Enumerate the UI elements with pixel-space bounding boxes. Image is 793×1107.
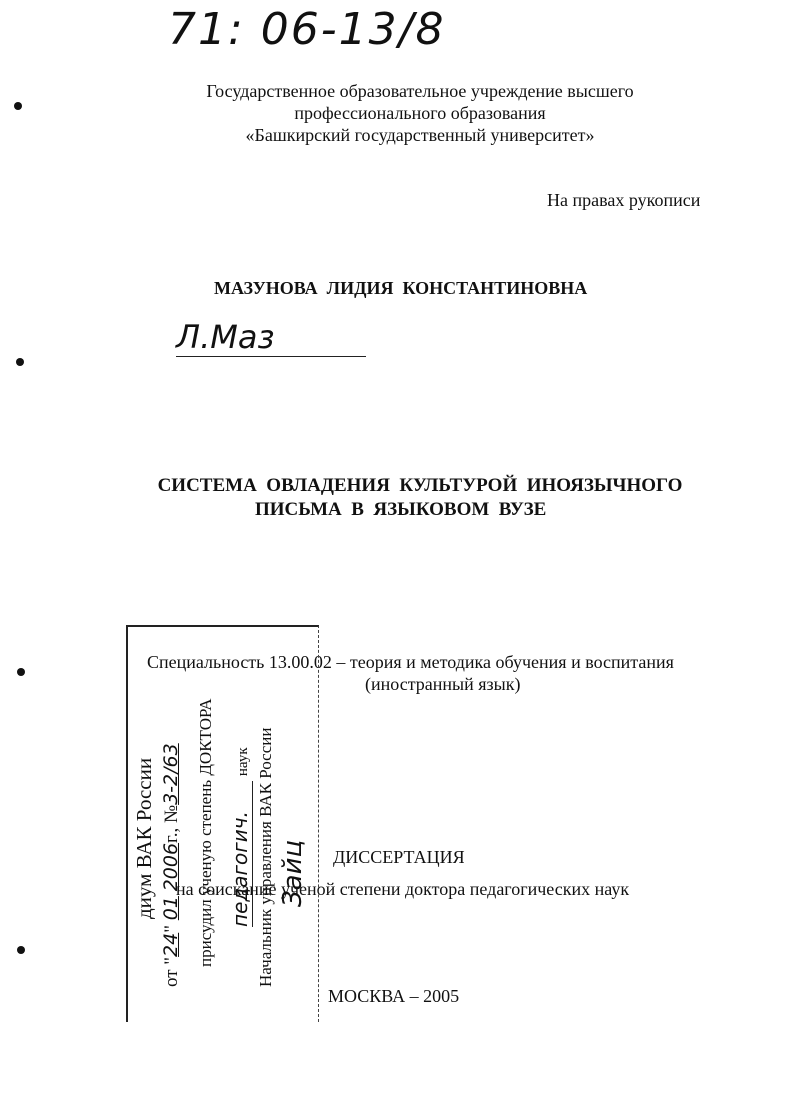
stamp-number: 3-2/63 [160, 743, 182, 805]
punch-hole-mark [17, 668, 25, 676]
stamp-line-1: диум ВАК России [132, 757, 156, 919]
vak-stamp [126, 625, 319, 1022]
stamp-year: 2006 [160, 842, 182, 892]
stamp-date-prefix: от " [161, 956, 182, 987]
title-line-1: СИСТЕМА ОВЛАДЕНИЯ КУЛЬТУРОЙ ИНОЯЗЫЧНОГО [157, 475, 683, 496]
institution-header [150, 80, 690, 146]
specialty-line-1: Специальность 13.00.02 – теория и методика обучения и воспитания [147, 652, 674, 672]
author-signature [176, 318, 366, 357]
document-type: ДИССЕРТАЦИЯ [333, 847, 465, 867]
punch-hole-mark [17, 946, 25, 954]
archive-code: 71: 06-13/8 [168, 4, 446, 55]
stamp-number-label: г., № [161, 804, 182, 843]
stamp-line-3: присудил ученую степень ДОКТОРА [196, 698, 215, 967]
punch-hole-mark [14, 102, 22, 110]
stamp-day: 24 [160, 932, 182, 957]
stamp-signature: Зайц [278, 839, 308, 907]
specialty-line-2: (иностранный язык) [365, 674, 521, 694]
author-name: МАЗУНОВА ЛИДИЯ КОНСТАНТИНОВНА [214, 278, 588, 298]
stamp-month: 01 [160, 896, 182, 921]
stamp-degree-suffix: наук [235, 747, 251, 777]
manuscript-rights: На правах рукописи [547, 190, 701, 210]
punch-hole-mark [16, 358, 24, 366]
dissertation-title [140, 474, 700, 522]
stamp-line-4 [228, 747, 253, 927]
institution-line-3: «Башкирский государственный университет» [245, 125, 595, 145]
institution-line-1: Государственное образовательное учреждение высшего [206, 81, 634, 101]
degree-sought: на соискание ученой степени доктора педагогических наук [176, 879, 630, 899]
title-line-2: ПИСЬМА В ЯЗЫКОВОМ ВУЗЕ [255, 499, 547, 520]
institution-line-2: профессионального образования [294, 103, 546, 123]
stamp-line-5: Начальник управления ВАК России [256, 727, 275, 987]
city-year: МОСКВА – 2005 [328, 986, 460, 1006]
stamp-line-2: от "24" 01 2006г., №3-2/63 [160, 743, 182, 987]
stamp-degree-field: педагогич. [228, 781, 253, 927]
author-signature-text: Л.Маз [176, 318, 275, 356]
